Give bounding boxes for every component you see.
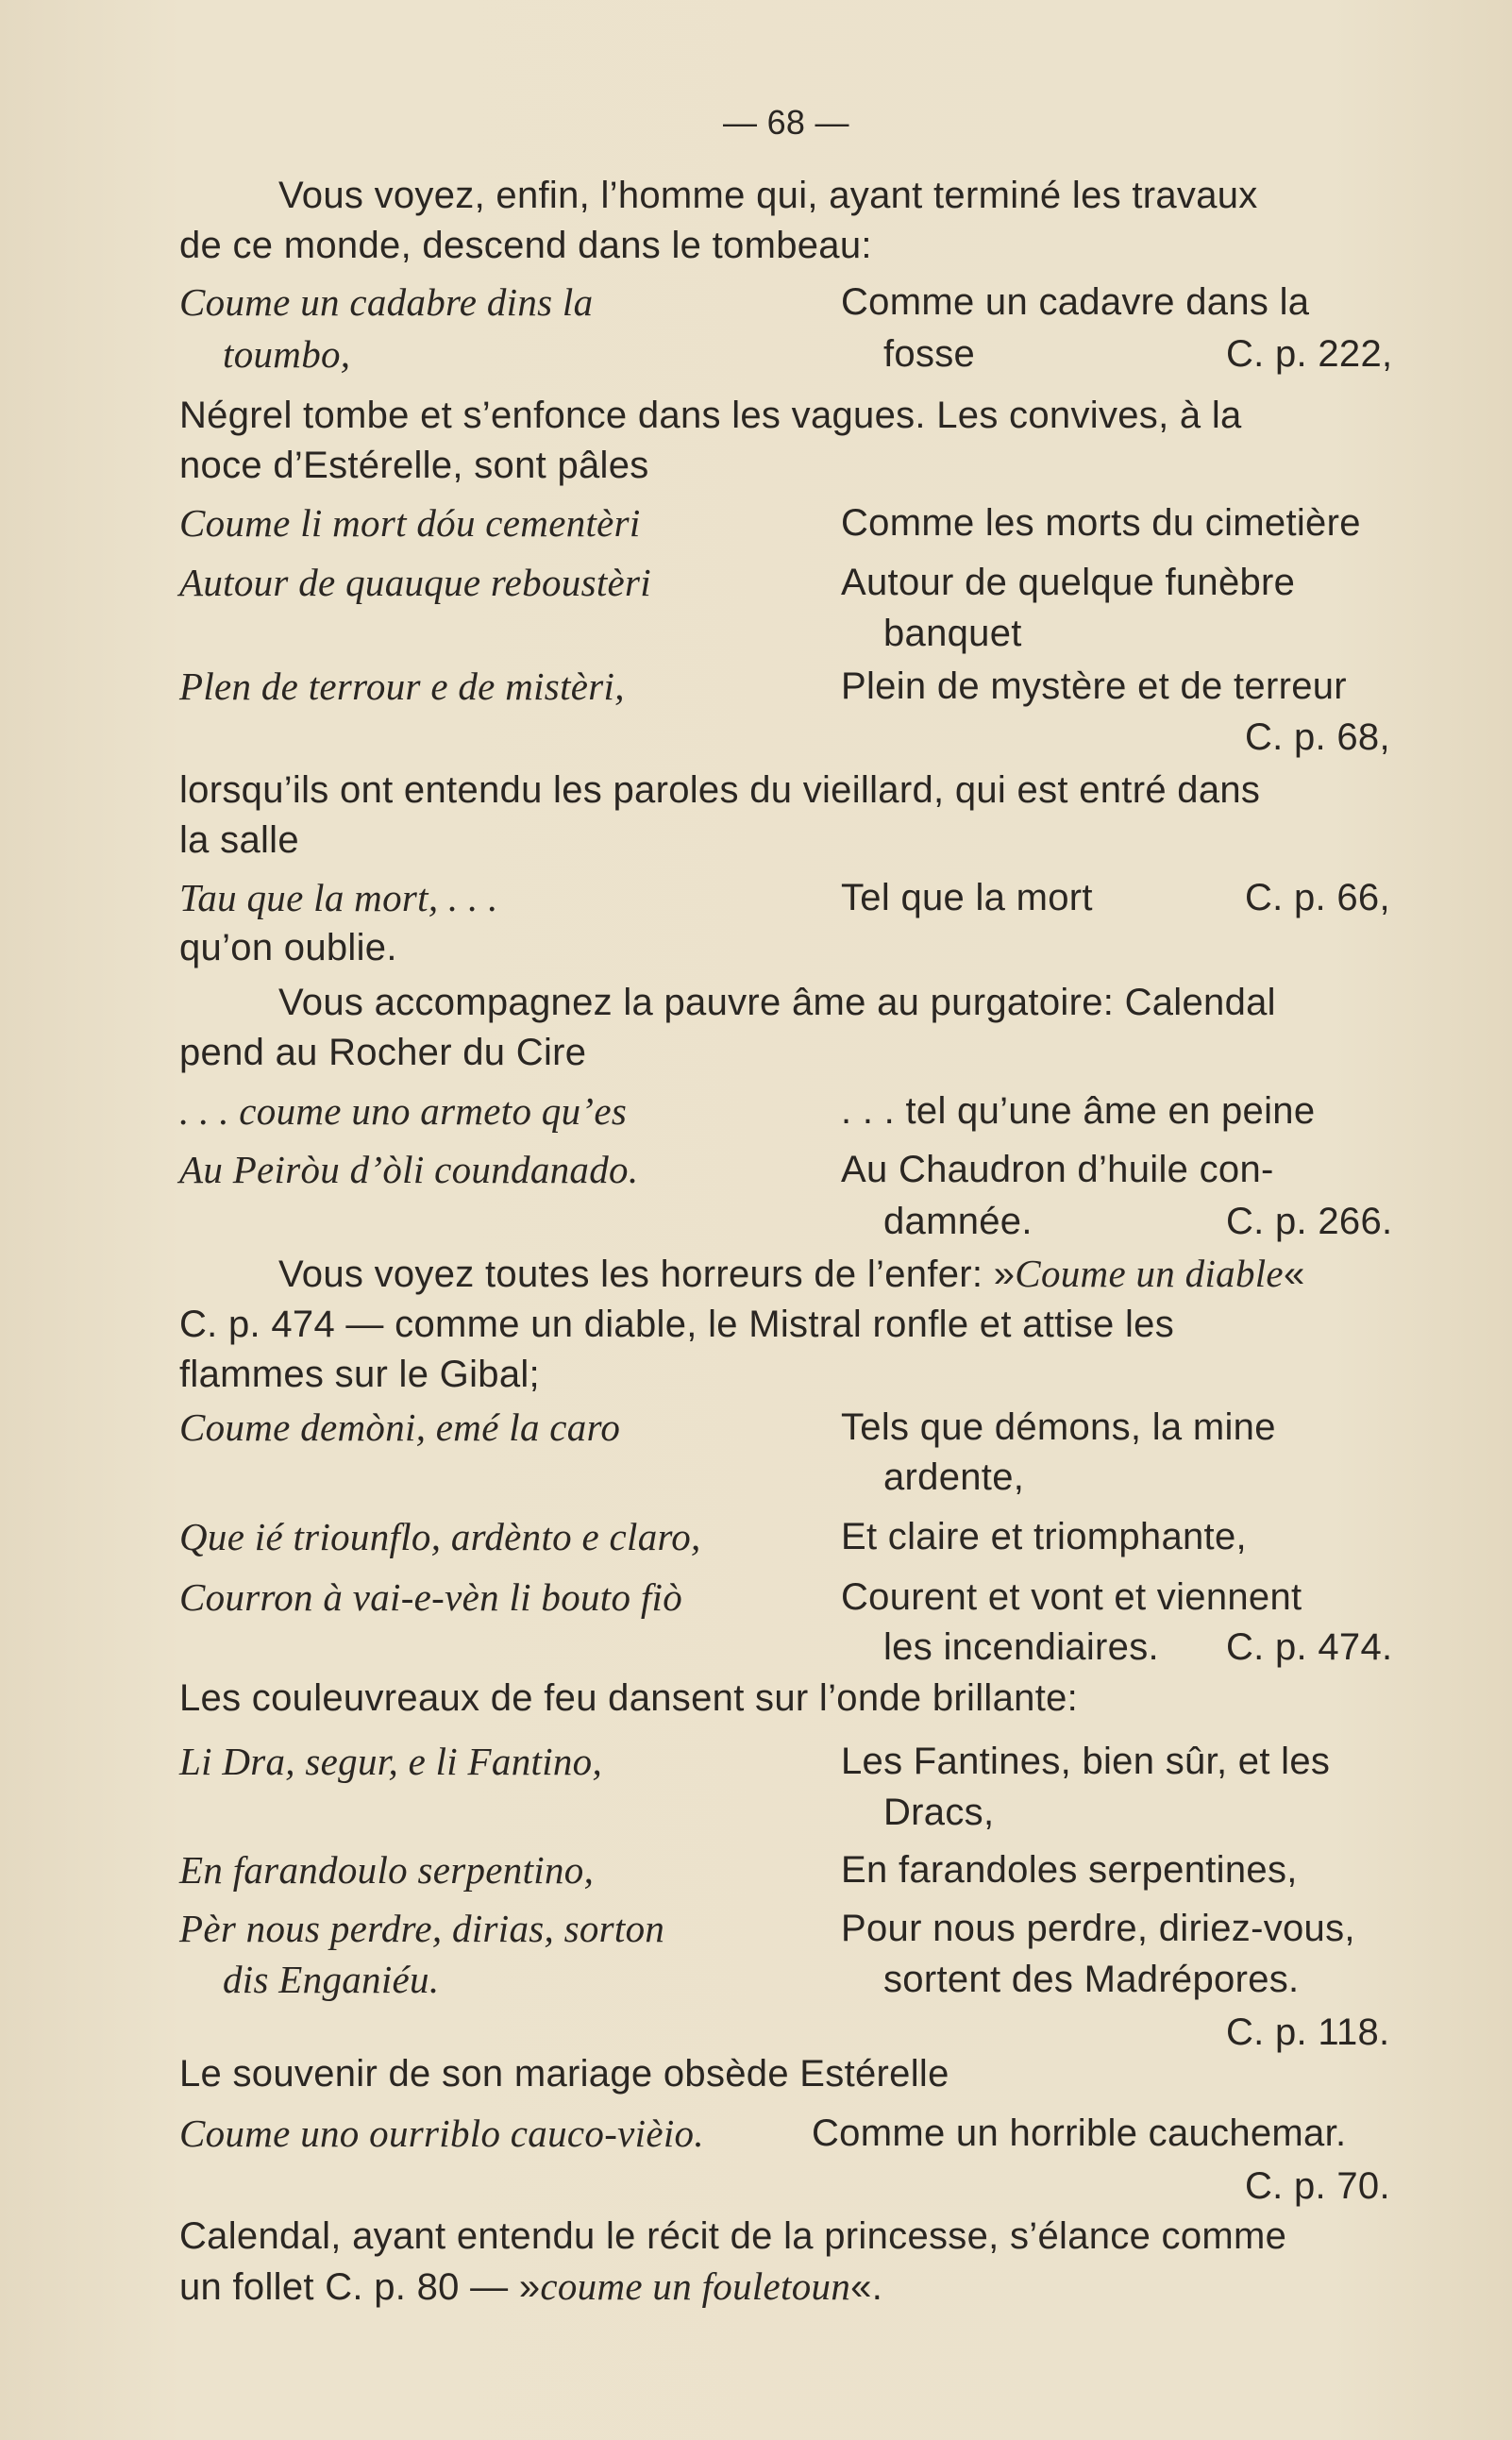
occitan-verse: Coume uno ourriblo cauco-vièio. — [179, 2112, 704, 2155]
occitan-verse: Plen de terrour e de mistèri, — [179, 665, 625, 708]
text-line: Vous accompagnez la pauvre âme au purgatoire: Calendal — [278, 982, 1276, 1023]
french-translation: damnée. — [883, 1201, 1033, 1242]
text-line: noce d’Estérelle, sont pâles — [179, 445, 649, 486]
italic-quote: coume un fouletoun — [540, 2264, 851, 2308]
occitan-verse: Coume un cadabre dins la — [179, 280, 594, 324]
page-reference: C. p. 70. — [1245, 2165, 1390, 2207]
page-reference: C. p. 474. — [1226, 1626, 1393, 1668]
text-line: lorsqu’ils ont entendu les paroles du vieillard, qui est entré dans — [179, 769, 1261, 811]
occitan-verse: Au Peiròu d’òli coundanado. — [179, 1148, 639, 1191]
occitan-verse: Li Dra, segur, e li Fantino, — [179, 1740, 603, 1783]
page-reference: C. p. 68, — [1245, 716, 1390, 758]
french-translation: fosse — [883, 333, 976, 375]
occitan-verse: . . . coume uno armeto qu’es — [179, 1089, 628, 1133]
french-translation: En farandoles serpentines, — [841, 1849, 1298, 1891]
text-line: flammes sur le Gibal; — [179, 1354, 540, 1395]
french-translation: Tels que démons, la mine — [841, 1406, 1276, 1448]
italic-quote: Coume un diable — [1015, 1252, 1284, 1295]
french-translation: Dracs, — [883, 1792, 995, 1833]
french-translation: . . . tel qu’une âme en peine — [841, 1090, 1316, 1132]
text-line: pend au Rocher du Cire — [179, 1032, 587, 1073]
text-line: Les couleuvreaux de feu dansent sur l’onde brillante: — [179, 1677, 1079, 1719]
french-translation: les incendiaires. — [883, 1626, 1159, 1668]
occitan-verse: toumbo, — [223, 332, 351, 376]
french-translation: sortent des Madrépores. — [883, 1959, 1300, 2000]
text-line — [278, 1249, 1304, 1299]
occitan-verse: Coume li mort dóu cementèri — [179, 501, 641, 545]
french-translation: Tel que la mort — [841, 877, 1093, 918]
text-line: la salle — [179, 819, 299, 861]
text-line: de ce monde, descend dans le tombeau: — [179, 225, 872, 266]
text-line: Le souvenir de son mariage obsède Estérelle — [179, 2053, 949, 2095]
occitan-verse: Pèr nous perdre, dirias, sorton — [179, 1907, 665, 1950]
french-translation: Courent et vont et viennent — [841, 1576, 1302, 1618]
occitan-verse: Coume demòni, emé la caro — [179, 1405, 621, 1449]
occitan-verse: Courron à vai-e-vèn li bouto fiò — [179, 1575, 683, 1619]
occitan-verse: dis Enganiéu. — [223, 1958, 440, 2001]
text-segment: un follet C. p. 80 — » — [179, 2266, 541, 2308]
french-translation: Pour nous perdre, diriez-vous, — [841, 1908, 1355, 1949]
french-translation: Autour de quelque funèbre — [841, 562, 1296, 603]
french-translation: Au Chaudron d’huile con- — [841, 1149, 1274, 1190]
occitan-verse: Tau que la mort, . . . — [179, 876, 498, 919]
page-reference: C. p. 66, — [1245, 877, 1390, 918]
text-line — [179, 2262, 882, 2312]
french-translation: Comme un horrible cauchemar. — [812, 2112, 1347, 2154]
french-translation: Les Fantines, bien sûr, et les — [841, 1741, 1331, 1782]
text-segment: «. — [850, 2266, 883, 2308]
occitan-verse: Autour de quauque reboustèri — [179, 561, 651, 604]
french-translation: Comme les morts du cimetière — [841, 502, 1361, 544]
page-number: — 68 — — [723, 103, 849, 142]
french-translation: banquet — [883, 613, 1022, 654]
occitan-verse: En farandoulo serpentino, — [179, 1848, 595, 1892]
french-translation: Plein de mystère et de terreur — [841, 665, 1347, 707]
text-segment: « — [1283, 1254, 1305, 1295]
text-line: Calendal, ayant entendu le récit de la princesse, s’élance comme — [179, 2215, 1287, 2257]
text-line: Vous voyez, enfin, l’homme qui, ayant terminé les travaux — [278, 175, 1258, 216]
french-translation: Et claire et triomphante, — [841, 1516, 1247, 1557]
page-reference: C. p. 118. — [1226, 2011, 1390, 2053]
french-translation: ardente, — [883, 1456, 1025, 1498]
text-segment: Vous voyez toutes les horreurs de l’enfer: » — [278, 1254, 1016, 1295]
page-reference: C. p. 222, — [1226, 333, 1393, 375]
occitan-verse: Que ié triounflo, ardènto e claro, — [179, 1515, 701, 1558]
text-line: Négrel tombe et s’enfonce dans les vagues. Les convives, à la — [179, 395, 1242, 436]
french-translation: Comme un cadavre dans la — [841, 281, 1310, 323]
page-reference: C. p. 266. — [1226, 1201, 1393, 1242]
text-line: C. p. 474 — comme un diable, le Mistral ronfle et attise les — [179, 1304, 1175, 1345]
text-line: qu’on oublie. — [179, 927, 397, 968]
